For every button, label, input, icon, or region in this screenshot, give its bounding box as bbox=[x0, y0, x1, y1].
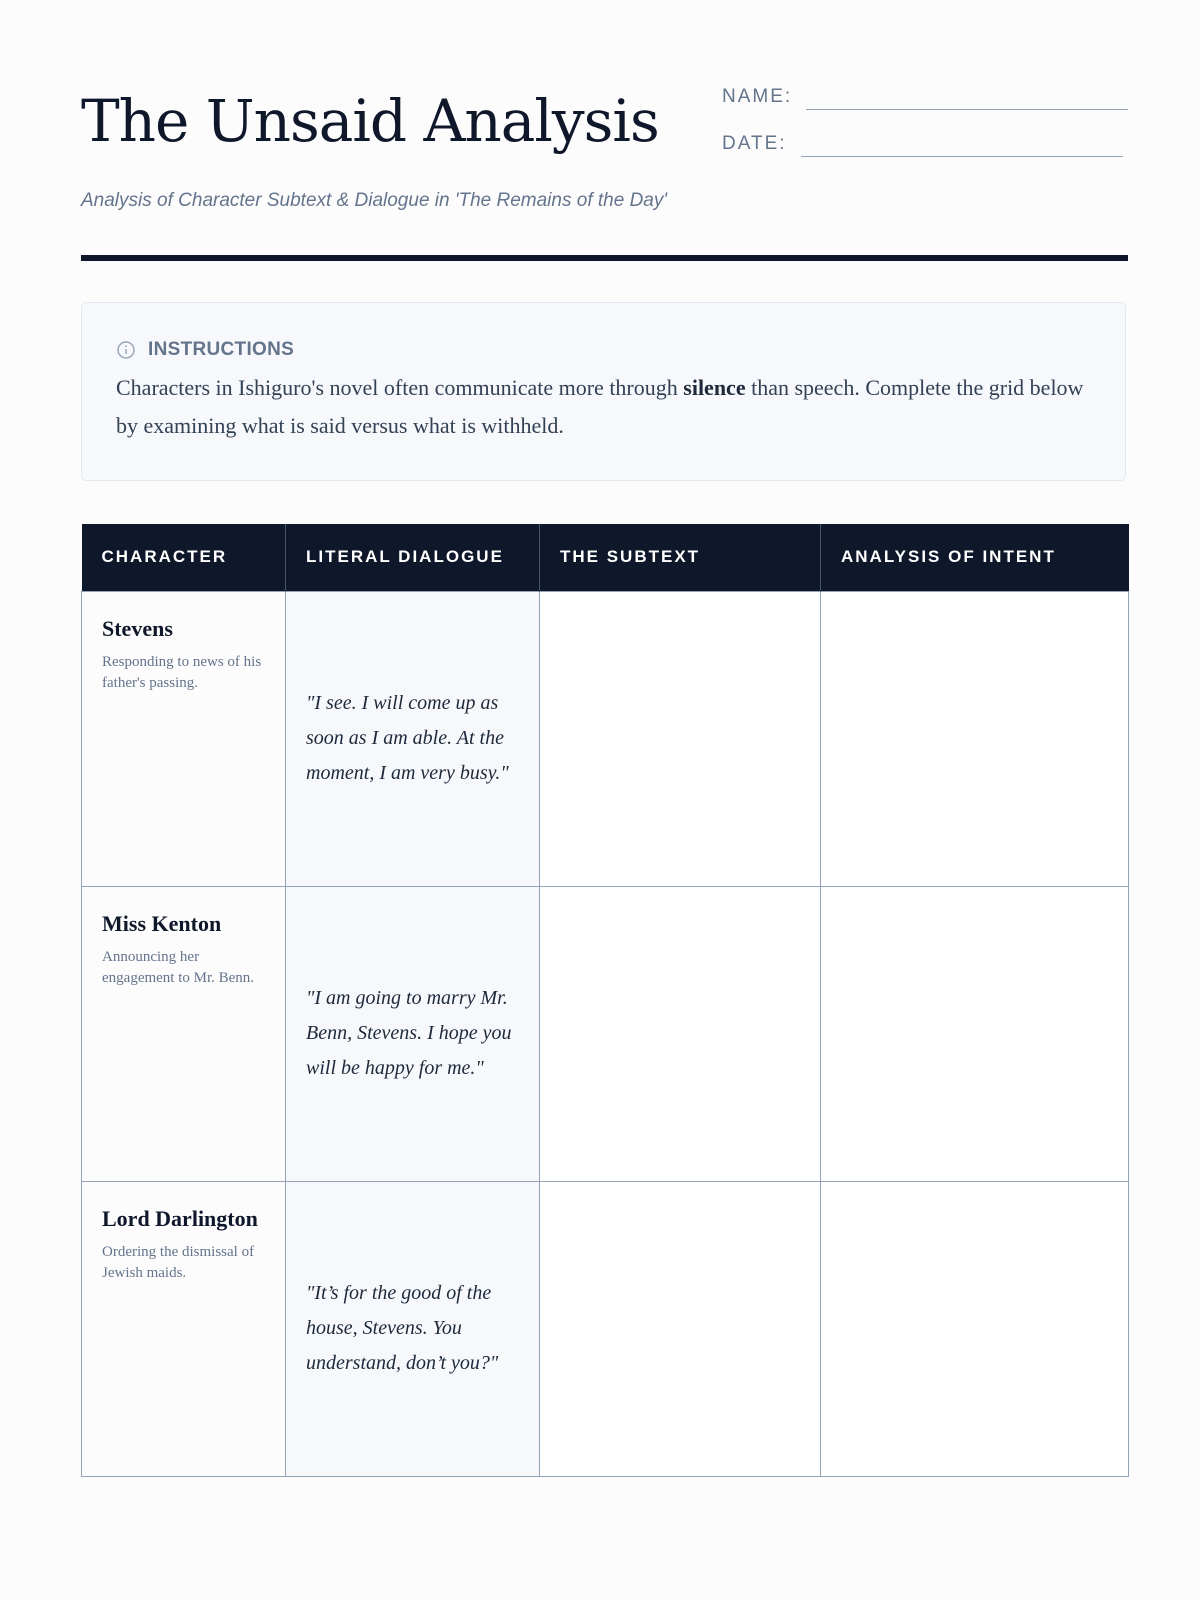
name-field-row bbox=[722, 86, 1128, 108]
table-row bbox=[82, 886, 1129, 1181]
instructions-heading: INSTRUCTIONS bbox=[148, 339, 295, 360]
analysis-table bbox=[81, 524, 1129, 1477]
character-context: Announcing her engagement to Mr. Benn. bbox=[102, 948, 255, 986]
character-cell bbox=[82, 1181, 286, 1476]
instructions-text bbox=[116, 369, 1091, 445]
intent-answer-cell[interactable] bbox=[821, 886, 1129, 1181]
table-row bbox=[82, 591, 1129, 886]
table-header-row bbox=[82, 524, 1129, 591]
column-header-literal-dialogue: LITERAL DIALOGUE bbox=[286, 524, 540, 591]
dialogue-cell bbox=[286, 1181, 540, 1476]
subtext-answer-cell[interactable] bbox=[540, 591, 821, 886]
date-field-row bbox=[722, 133, 1123, 155]
character-context: Responding to news of his father's passing. bbox=[102, 653, 262, 691]
table-row bbox=[82, 1181, 1129, 1476]
info-icon bbox=[116, 340, 136, 360]
worksheet-page bbox=[81, 0, 1128, 1600]
header-divider bbox=[81, 255, 1128, 261]
instructions-text-start: Characters in Ishiguro's novel often communicate more through bbox=[116, 375, 684, 400]
date-field[interactable] bbox=[801, 156, 1123, 157]
character-name: Miss Kenton bbox=[102, 910, 222, 936]
page-title: The Unsaid Analysis bbox=[81, 87, 659, 155]
subtext-answer-cell[interactable] bbox=[540, 1181, 821, 1476]
dialogue-cell bbox=[286, 886, 540, 1181]
column-header-character: CHARACTER bbox=[82, 524, 286, 591]
column-header-subtext: THE SUBTEXT bbox=[540, 524, 821, 591]
name-field[interactable] bbox=[806, 109, 1128, 110]
character-name: Stevens bbox=[102, 615, 173, 641]
dialogue-quote: "It’s for the good of the house, Stevens. You understand, don’t you?" bbox=[306, 1282, 499, 1374]
character-cell bbox=[82, 591, 286, 886]
instructions-emphasis: silence bbox=[683, 375, 746, 400]
column-header-analysis-of-intent: ANALYSIS OF INTENT bbox=[821, 524, 1129, 591]
subtext-answer-cell[interactable] bbox=[540, 886, 821, 1181]
character-cell bbox=[82, 886, 286, 1181]
intent-answer-cell[interactable] bbox=[821, 591, 1129, 886]
character-context: Ordering the dismissal of Jewish maids. bbox=[102, 1243, 255, 1281]
instructions-text-end: than speech. Complete the grid below by examining what is said versus what is withheld. bbox=[116, 375, 1084, 438]
name-label: NAME: bbox=[722, 86, 793, 107]
date-label: DATE: bbox=[722, 133, 787, 154]
dialogue-cell bbox=[286, 591, 540, 886]
intent-answer-cell[interactable] bbox=[821, 1181, 1129, 1476]
page-subtitle: Analysis of Character Subtext & Dialogue in 'The Remains of the Day' bbox=[81, 190, 667, 211]
character-name: Lord Darlington bbox=[102, 1205, 258, 1231]
instructions-heading-row bbox=[116, 339, 1091, 361]
instructions-box bbox=[81, 302, 1126, 481]
dialogue-quote: "I see. I will come up as soon as I am able. At the moment, I am very busy." bbox=[306, 692, 509, 784]
dialogue-quote: "I am going to marry Mr. Benn, Stevens. I hope you will be happy for me." bbox=[306, 987, 512, 1079]
